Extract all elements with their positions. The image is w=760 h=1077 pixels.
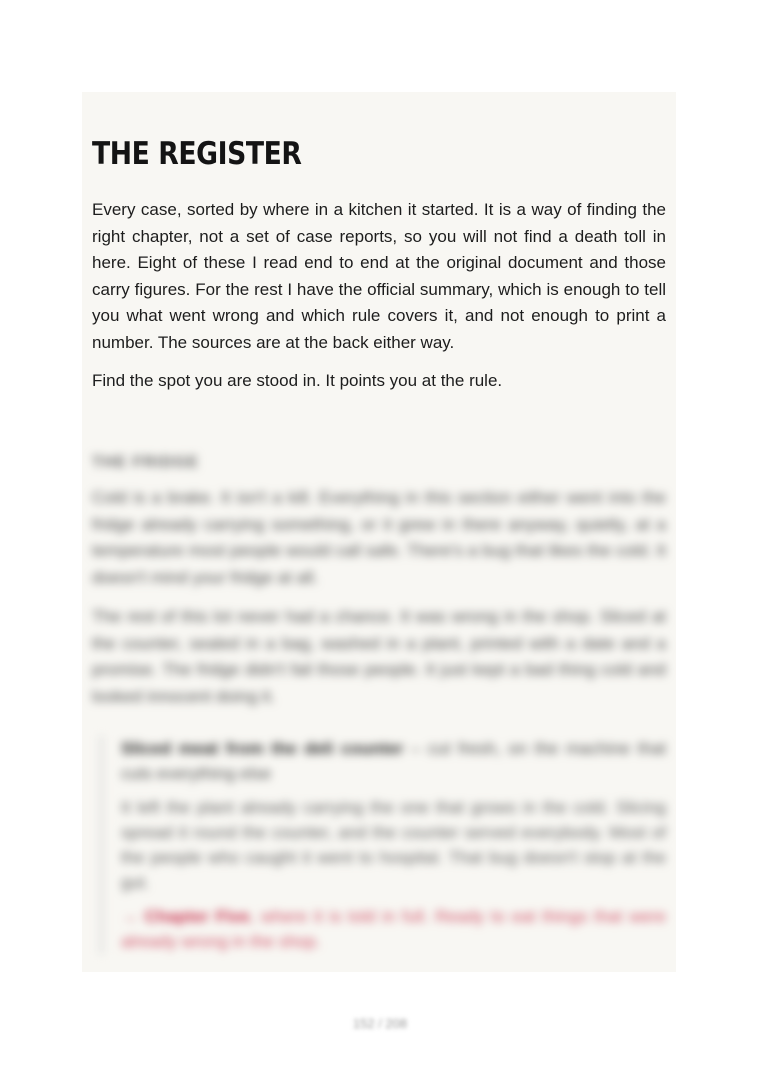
intro-paragraph: Find the spot you are stood in. It points you at the rule.: [92, 371, 503, 390]
case-detail: – cut fresh, on the machine that cuts everything else: [121, 739, 666, 783]
page-title: THE REGISTER: [92, 136, 302, 172]
paywalled-content: [92, 454, 666, 954]
chapter-link-label[interactable]: Chapter Five: [144, 907, 250, 926]
page-number: 152 / 208: [352, 1016, 408, 1031]
chapter-link-text: , where it is told in full. Ready to eat things that were already wrong in the shop.: [121, 907, 666, 951]
page-card: [82, 92, 676, 972]
chapter-link[interactable]: [121, 904, 666, 954]
case-name: Sliced meat from the deli counter: [121, 739, 404, 758]
section-paragraph: Cold is a brake. It isn't a kill. Everything in this section either went into the fridge already carrying something, or it grew in there anyway, quietly, at a temperature most people would call safe. There's a bug that likes the cold. It doesn't mind your fridge at all.: [92, 488, 666, 587]
case-body: It left the plant already carrying the one that grows in the cold. Slicing spread it round the counter, and the counter served everybody. Most of the people who caught it went to hospital. That bug doesn't stop at the gut.: [121, 798, 666, 892]
intro: [92, 197, 666, 395]
section-paragraph: The rest of this lot never had a chance. It was wrong in the shop. Sliced at the counter, sealed in a bag, washed in a plant, printed with a date and a promise. The fridge didn't fail those people. It just kept a bad thing cold and looked innocent doing it.: [92, 607, 666, 706]
arrow-icon: →: [121, 907, 145, 926]
visible-content: [92, 92, 666, 395]
section-label: THE FRIDGE: [92, 454, 199, 471]
intro-paragraph: Every case, sorted by where in a kitchen it started. It is a way of finding the right chapter, not a set of case reports, so you will not find a death toll in here. Eight of these I read end to end at the original document and those carry figures. For the rest I have the official summary, which is enough to tell you what went wrong and which rule covers it, and not enough to print a number. The sources are at the back either way.: [92, 200, 666, 352]
case-heading: [121, 736, 666, 786]
case-entry: [100, 736, 666, 954]
